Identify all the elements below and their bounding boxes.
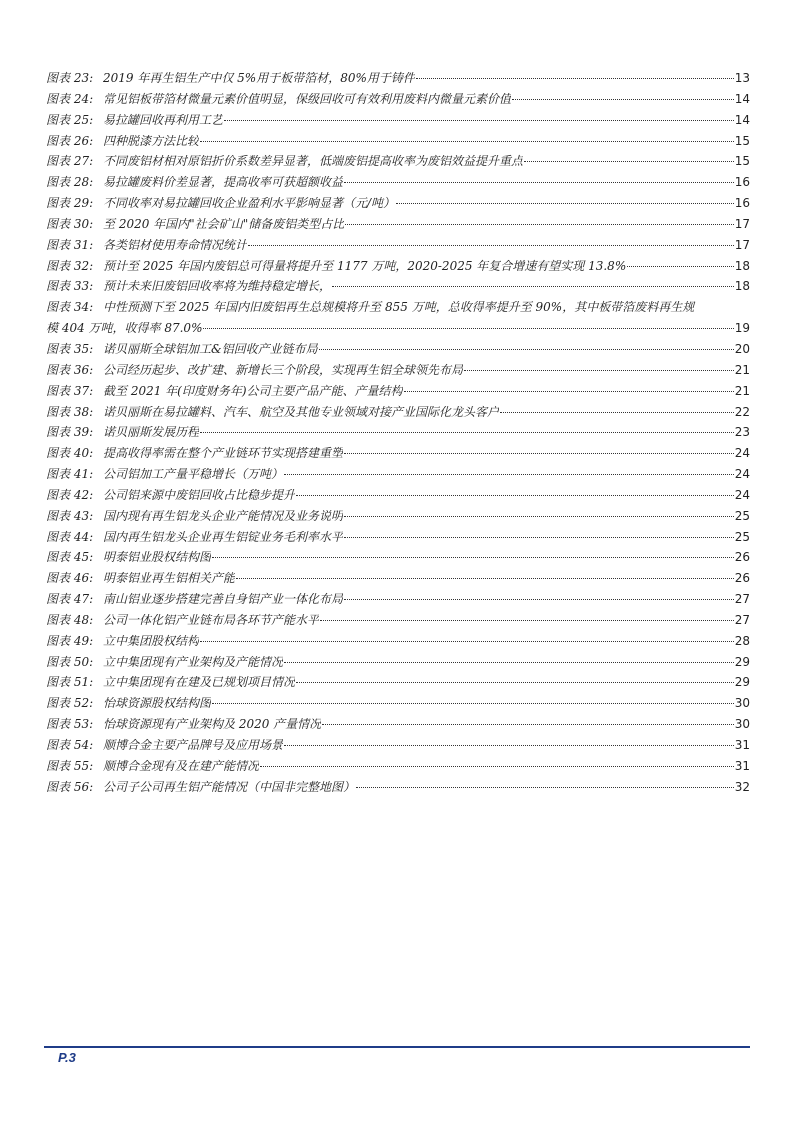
toc-label: 图表 30: xyxy=(46,216,94,231)
toc-label: 图表 56: xyxy=(46,779,94,794)
toc-page-number: 17 xyxy=(734,237,750,252)
toc-label: 图表 51: xyxy=(46,675,94,690)
toc-title-continued: 模 404 万吨，收得率 87.0% xyxy=(46,321,203,336)
toc-title: 公司经历起步、改扩建、新增长三个阶段，实现再生铝全球领先布局 xyxy=(103,362,464,377)
toc-entry-26[interactable] xyxy=(46,131,750,152)
toc-entry-45[interactable] xyxy=(46,547,750,568)
toc-label: 图表 35: xyxy=(46,341,94,356)
toc-title: 明泰铝业股权结构图 xyxy=(103,550,212,565)
toc-title: 明泰铝业再生铝相关产能 xyxy=(103,571,236,586)
toc-page-number: 25 xyxy=(734,508,750,523)
toc-label: 图表 54: xyxy=(46,738,94,752)
dot-leader xyxy=(284,745,734,746)
toc-entry-35[interactable] xyxy=(46,339,750,360)
dot-leader xyxy=(512,99,734,100)
dot-leader xyxy=(464,370,734,371)
toc-label: 图表 53: xyxy=(46,717,94,732)
toc-entry-49[interactable] xyxy=(46,631,750,652)
dot-leader xyxy=(344,453,734,454)
toc-label: 图表 25: xyxy=(46,112,94,127)
dot-leader xyxy=(416,78,734,79)
toc-label: 图表 23: xyxy=(46,71,94,85)
toc-entry-44[interactable] xyxy=(46,527,750,548)
toc-title: 立中集团现有在建及已规划项目情况 xyxy=(103,675,296,690)
dot-leader xyxy=(200,641,734,642)
dot-leader xyxy=(284,474,734,475)
toc-label: 图表 49: xyxy=(46,633,94,648)
toc-page-number: 19 xyxy=(734,321,750,336)
toc-label: 图表 32: xyxy=(46,258,94,273)
toc-entry-53[interactable] xyxy=(46,714,750,735)
dot-leader xyxy=(200,141,734,142)
toc-page-number: 14 xyxy=(734,91,750,106)
toc-page-number: 29 xyxy=(734,675,750,690)
dot-leader xyxy=(345,224,734,225)
toc-label: 图表 38: xyxy=(46,404,94,419)
toc-label: 图表 31: xyxy=(46,237,94,252)
toc-title: 截至 2021 年(印度财务年)公司主要产品产能、产量结构 xyxy=(103,383,403,398)
toc-title-line1 xyxy=(46,297,750,318)
dot-leader xyxy=(296,495,734,496)
dot-leader xyxy=(344,537,734,538)
toc-page-number: 22 xyxy=(734,404,750,419)
toc-page-number: 16 xyxy=(734,196,750,211)
toc-title: 公司铝加工产量平稳增长（万吨） xyxy=(103,467,284,482)
toc-title: 怡球资源现有产业架构及 2020 产量情况 xyxy=(103,717,322,732)
dot-leader xyxy=(284,662,734,663)
toc-page-number: 25 xyxy=(734,529,750,544)
toc-label: 图表 44: xyxy=(46,529,94,544)
toc-title: 顺博合金主要产品牌号及应用场景 xyxy=(103,738,284,752)
toc-page-number: 15 xyxy=(734,133,750,148)
toc-title: 诺贝丽斯发展历程 xyxy=(103,425,200,440)
toc-title: 预计至 2025 年国内废铝总可得量将提升至 1177 万吨，2020-2025 年复合增速有望实现 13.8% xyxy=(103,258,627,273)
toc-entry-48[interactable] xyxy=(46,610,750,631)
toc-page-number: 26 xyxy=(734,571,750,586)
toc-entry-30[interactable] xyxy=(46,214,750,235)
toc-page-number: 28 xyxy=(734,633,750,648)
dot-leader xyxy=(236,578,734,579)
toc-page-number: 20 xyxy=(734,341,750,356)
toc-page-number: 13 xyxy=(734,71,750,85)
toc-title: 南山铝业逐步搭建完善自身铝产业一体化布局 xyxy=(103,592,344,607)
toc-title-line2 xyxy=(46,318,750,339)
dot-leader xyxy=(296,682,734,683)
toc-title: 各类铝材使用寿命情况统计 xyxy=(103,237,248,252)
dot-leader xyxy=(200,432,734,433)
toc-entry-56[interactable] xyxy=(46,777,750,798)
toc-entry-41[interactable] xyxy=(46,464,750,485)
toc-page-number: 31 xyxy=(734,738,750,752)
dot-leader xyxy=(356,787,734,788)
toc-label: 图表 43: xyxy=(46,508,94,523)
toc-title: 预计未来旧废铝回收率将为维持稳定增长， xyxy=(103,279,332,294)
toc-label: 图表 47: xyxy=(46,592,94,607)
toc-label: 图表 46: xyxy=(46,571,94,586)
dot-leader xyxy=(319,349,734,350)
toc-entry-40[interactable] xyxy=(46,443,750,464)
dot-leader xyxy=(524,161,734,162)
toc-page-number: 16 xyxy=(734,175,750,190)
dot-leader xyxy=(332,286,734,287)
toc-page-number: 18 xyxy=(734,258,750,273)
toc-page-number: 24 xyxy=(734,467,750,482)
toc-title: 易拉罐回收再利用工艺 xyxy=(103,112,224,127)
toc-entry-50[interactable] xyxy=(46,652,750,673)
toc-page-number: 31 xyxy=(734,758,750,773)
toc-title: 至 2020 年国内"社会矿山"储备废铝类型占比 xyxy=(103,216,345,231)
toc-title: 怡球资源股权结构图 xyxy=(103,696,212,711)
toc-title: 提高收得率需在整个产业链环节实现搭建重塑 xyxy=(103,446,344,461)
toc-label: 图表 28: xyxy=(46,175,94,190)
toc-title: 立中集团股权结构 xyxy=(103,633,200,648)
toc-title: 易拉罐废料价差显著，提高收率可获超额收益 xyxy=(103,175,344,190)
toc-page-number: 29 xyxy=(734,654,750,669)
toc-title: 不同废铝材相对原铝折价系数差异显著，低端废铝提高收率为废铝效益提升重点 xyxy=(103,154,524,169)
dot-leader xyxy=(344,182,734,183)
toc-label: 图表 36: xyxy=(46,362,94,377)
toc-entry-37[interactable] xyxy=(46,381,750,402)
toc-entry-54[interactable] xyxy=(46,735,750,756)
toc-title: 顺博合金现有及在建产能情况 xyxy=(103,758,260,773)
toc-label: 图表 42: xyxy=(46,487,94,502)
toc-page-number: 21 xyxy=(734,362,750,377)
footer-divider xyxy=(44,1046,750,1048)
toc-page-number: 15 xyxy=(734,154,750,169)
toc-page-number: 21 xyxy=(734,383,750,398)
toc-entry-33[interactable] xyxy=(46,276,750,297)
toc-entry-29[interactable] xyxy=(46,193,750,214)
toc-entry-24[interactable] xyxy=(46,89,750,110)
dot-leader xyxy=(260,766,734,767)
dot-leader xyxy=(500,412,734,413)
toc-title: 中性预测下至 2025 年国内旧废铝再生总规模将升至 855 万吨，总收得率提升至 90%，其中板带箔废料再生规 xyxy=(103,300,695,315)
toc-label: 图表 40: xyxy=(46,446,94,461)
dot-leader xyxy=(203,328,733,329)
toc-entry-32[interactable] xyxy=(46,256,750,277)
toc-label: 图表 45: xyxy=(46,550,94,565)
toc-entry-27[interactable] xyxy=(46,151,750,172)
toc-title: 常见铝板带箔材微量元素价值明显，保级回收可有效利用废料内微量元素价值 xyxy=(103,91,512,106)
toc-label: 图表 27: xyxy=(46,154,94,169)
toc-label: 图表 29: xyxy=(46,196,94,211)
dot-leader xyxy=(212,557,734,558)
toc-entry-46[interactable] xyxy=(46,568,750,589)
toc-entry-43[interactable] xyxy=(46,506,750,527)
toc-entry-25[interactable] xyxy=(46,110,750,131)
toc-title: 立中集团现有产业架构及产能情况 xyxy=(103,654,284,669)
toc-entry-36[interactable] xyxy=(46,360,750,381)
dot-leader xyxy=(344,599,734,600)
toc-entry-47[interactable] xyxy=(46,589,750,610)
toc-entry-42[interactable] xyxy=(46,485,750,506)
toc-title: 诺贝丽斯全球铝加工&铝回收产业链布局 xyxy=(103,341,318,356)
toc-label: 图表 24: xyxy=(46,91,94,106)
dot-leader xyxy=(322,724,734,725)
dot-leader xyxy=(320,620,734,621)
toc-entry-34[interactable] xyxy=(46,297,750,339)
toc-entry-38[interactable] xyxy=(46,402,750,423)
toc-label: 图表 50: xyxy=(46,654,94,669)
toc-entry-52[interactable] xyxy=(46,693,750,714)
toc-title: 公司铝来源中废铝回收占比稳步提升 xyxy=(103,487,296,502)
toc-title: 不同收率对易拉罐回收企业盈利水平影响显著（元/吨） xyxy=(103,196,396,211)
toc-page-number: 24 xyxy=(734,446,750,461)
page-marker: P.3 xyxy=(58,1050,76,1065)
dot-leader xyxy=(344,516,734,517)
toc-page-number: 27 xyxy=(734,592,750,607)
toc-entry-51[interactable] xyxy=(46,672,750,693)
toc-label: 图表 55: xyxy=(46,758,94,773)
toc-entry-28[interactable] xyxy=(46,172,750,193)
dot-leader xyxy=(396,203,734,204)
toc-page-number: 24 xyxy=(734,487,750,502)
dot-leader xyxy=(627,266,733,267)
toc-entry-31[interactable] xyxy=(46,235,750,256)
toc-page-number: 23 xyxy=(734,425,750,440)
toc-label: 图表 41: xyxy=(46,467,94,482)
toc-page-number: 27 xyxy=(734,612,750,627)
toc-label: 图表 48: xyxy=(46,612,94,627)
toc-title: 诺贝丽斯在易拉罐料、汽车、航空及其他专业领域对接产业国际化龙头客户 xyxy=(103,404,500,419)
toc-page-number: 18 xyxy=(734,279,750,294)
toc-entry-23[interactable] xyxy=(46,68,750,89)
figure-toc xyxy=(46,68,750,798)
toc-page-number: 26 xyxy=(734,550,750,565)
dot-leader xyxy=(212,703,734,704)
toc-label: 图表 34: xyxy=(46,300,94,315)
dot-leader xyxy=(224,120,734,121)
dot-leader xyxy=(248,245,734,246)
toc-label: 图表 52: xyxy=(46,696,94,711)
toc-title: 公司子公司再生铝产能情况（中国非完整地图） xyxy=(103,779,356,794)
toc-title: 2019 年再生铝生产中仅 5%用于板带箔材，80%用于铸件 xyxy=(103,71,415,85)
toc-entry-39[interactable] xyxy=(46,422,750,443)
toc-page-number: 17 xyxy=(734,216,750,231)
toc-entry-55[interactable] xyxy=(46,756,750,777)
toc-page-number: 30 xyxy=(734,717,750,732)
toc-title: 公司一体化铝产业链布局各环节产能水平 xyxy=(103,612,320,627)
toc-label: 图表 33: xyxy=(46,279,94,294)
toc-page-number: 14 xyxy=(734,112,750,127)
toc-page-number: 32 xyxy=(734,779,750,794)
toc-page-number: 30 xyxy=(734,696,750,711)
toc-label: 图表 39: xyxy=(46,425,94,440)
dot-leader xyxy=(404,391,734,392)
toc-title: 四种脱漆方法比较 xyxy=(103,133,200,148)
toc-title: 国内现有再生铝龙头企业产能情况及业务说明 xyxy=(103,508,344,523)
toc-title: 国内再生铝龙头企业再生铝锭业务毛利率水平 xyxy=(103,529,344,544)
toc-label: 图表 26: xyxy=(46,133,94,148)
toc-label: 图表 37: xyxy=(46,383,94,398)
